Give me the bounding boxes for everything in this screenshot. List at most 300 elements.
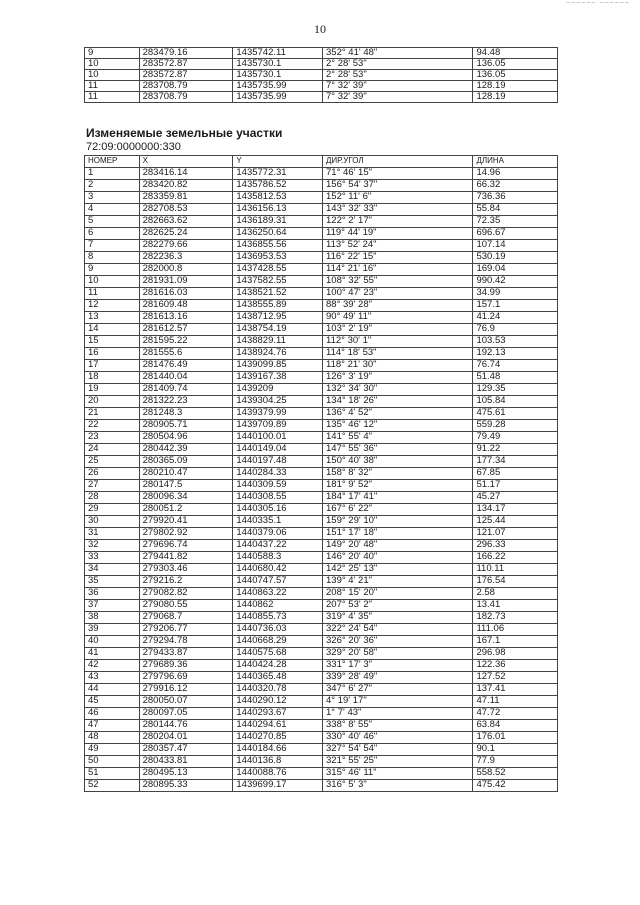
cell-y: 1440424.28	[233, 660, 323, 672]
cell-number: 29	[85, 504, 140, 516]
cell-x: 283708.79	[139, 81, 233, 92]
cell-length: 13.41	[473, 600, 558, 612]
cell-angle: 181° 9' 52"	[323, 480, 473, 492]
cell-x: 281440.04	[139, 372, 233, 384]
cell-x: 279696.74	[139, 540, 233, 552]
cell-y: 1440855.73	[233, 612, 323, 624]
cell-number: 12	[85, 300, 140, 312]
cell-number: 2	[85, 180, 140, 192]
cell-x: 279080.55	[139, 600, 233, 612]
cell-angle: 142° 25' 13"	[323, 564, 473, 576]
cell-y: 1440680.42	[233, 564, 323, 576]
cell-angle: 2° 28' 53"	[323, 70, 473, 81]
cell-number: 26	[85, 468, 140, 480]
table-header-row	[85, 156, 558, 168]
cell-angle: 135° 46' 12"	[323, 420, 473, 432]
cell-x: 281476.49	[139, 360, 233, 372]
table-row	[85, 504, 558, 516]
cell-y: 1437428.55	[233, 264, 323, 276]
cell-length: 696.67	[473, 228, 558, 240]
table-row	[85, 540, 558, 552]
cell-number: 11	[85, 288, 140, 300]
cell-number: 36	[85, 588, 140, 600]
cell-y: 1440575.68	[233, 648, 323, 660]
cell-y: 1440309.59	[233, 480, 323, 492]
table-row	[85, 492, 558, 504]
cell-length: 122.36	[473, 660, 558, 672]
cell-x: 280365.09	[139, 456, 233, 468]
table-row	[85, 264, 558, 276]
cell-length: 127.52	[473, 672, 558, 684]
cell-y: 1436250.64	[233, 228, 323, 240]
cell-x: 281931.09	[139, 276, 233, 288]
cell-x: 279689.36	[139, 660, 233, 672]
cell-x: 281595.22	[139, 336, 233, 348]
cell-x: 280144.76	[139, 720, 233, 732]
cell-x: 281612.57	[139, 324, 233, 336]
cell-x: 280895.33	[139, 780, 233, 792]
cell-number: 16	[85, 348, 140, 360]
cell-number: 42	[85, 660, 140, 672]
cell-angle: 103° 2' 19"	[323, 324, 473, 336]
cell-length: 77.9	[473, 756, 558, 768]
table-row	[85, 612, 558, 624]
cell-number: 28	[85, 492, 140, 504]
table-row	[85, 204, 558, 216]
cell-number: 30	[85, 516, 140, 528]
cell-angle: 143° 32' 33"	[323, 204, 473, 216]
cell-length: 63.84	[473, 720, 558, 732]
table-row	[85, 516, 558, 528]
cell-length: 103.53	[473, 336, 558, 348]
cell-angle: 2° 28' 53"	[323, 59, 473, 70]
table-row	[85, 684, 558, 696]
page-corner-mark: ~~~~~~ ~~~~~~	[566, 0, 630, 7]
cell-angle: 207° 53' 2"	[323, 600, 473, 612]
cell-angle: 322° 24' 54"	[323, 624, 473, 636]
cell-angle: 321° 55' 25"	[323, 756, 473, 768]
cell-angle: 132° 34' 30"	[323, 384, 473, 396]
table-row	[85, 636, 558, 648]
cell-angle: 114° 18' 53"	[323, 348, 473, 360]
cell-y: 1435786.52	[233, 180, 323, 192]
cell-angle: 315° 46' 11"	[323, 768, 473, 780]
cell-x: 283479.16	[139, 48, 233, 59]
table-row	[85, 564, 558, 576]
table-row	[85, 168, 558, 180]
table-row	[85, 624, 558, 636]
header-number: НОМЕР	[85, 156, 140, 168]
table-row	[85, 288, 558, 300]
table-row	[85, 552, 558, 564]
cell-number: 31	[85, 528, 140, 540]
table-row	[85, 456, 558, 468]
cell-y: 1438712.95	[233, 312, 323, 324]
cell-length: 76.74	[473, 360, 558, 372]
table-row	[85, 348, 558, 360]
cell-angle: 330° 40' 46"	[323, 732, 473, 744]
cell-angle: 1° 7' 43"	[323, 708, 473, 720]
cell-number: 23	[85, 432, 140, 444]
cell-x: 281322.23	[139, 396, 233, 408]
cell-number: 10	[85, 59, 140, 70]
cell-length: 47.72	[473, 708, 558, 720]
cell-number: 39	[85, 624, 140, 636]
table-row	[85, 372, 558, 384]
cell-y: 1440308.55	[233, 492, 323, 504]
cell-x: 280357.47	[139, 744, 233, 756]
cell-y: 1435812.53	[233, 192, 323, 204]
cell-number: 9	[85, 48, 140, 59]
cell-length: 45.27	[473, 492, 558, 504]
table-row	[85, 336, 558, 348]
cell-y: 1438829.11	[233, 336, 323, 348]
cell-number: 43	[85, 672, 140, 684]
cell-length: 475.42	[473, 780, 558, 792]
cell-length: 91.22	[473, 444, 558, 456]
cell-y: 1439304.25	[233, 396, 323, 408]
table-row	[85, 396, 558, 408]
cell-number: 34	[85, 564, 140, 576]
cell-angle: 184° 17' 41"	[323, 492, 473, 504]
cell-length: 736.36	[473, 192, 558, 204]
cell-angle: 339° 28' 49"	[323, 672, 473, 684]
table-row	[85, 660, 558, 672]
cell-x: 279433.87	[139, 648, 233, 660]
table-row	[85, 720, 558, 732]
cell-x: 283416.14	[139, 168, 233, 180]
cell-y: 1436156.13	[233, 204, 323, 216]
cell-angle: 141° 55' 4"	[323, 432, 473, 444]
cell-y: 1440588.3	[233, 552, 323, 564]
cell-length: 166.22	[473, 552, 558, 564]
cell-x: 279216.2	[139, 576, 233, 588]
table-row	[85, 708, 558, 720]
cell-number: 25	[85, 456, 140, 468]
cell-angle: 319° 4' 35"	[323, 612, 473, 624]
cell-x: 279303.46	[139, 564, 233, 576]
cell-x: 282000.8	[139, 264, 233, 276]
header-length: ДЛИНА	[473, 156, 558, 168]
cell-x: 279796.69	[139, 672, 233, 684]
cell-angle: 90° 49' 11"	[323, 312, 473, 324]
cell-angle: 88° 39' 28"	[323, 300, 473, 312]
cell-x: 281613.16	[139, 312, 233, 324]
cell-y: 1437582.55	[233, 276, 323, 288]
cell-angle: 136° 4' 52"	[323, 408, 473, 420]
cell-length: 176.01	[473, 732, 558, 744]
cell-number: 35	[85, 576, 140, 588]
cell-y: 1438754.19	[233, 324, 323, 336]
cell-x: 279082.82	[139, 588, 233, 600]
cell-x: 280433.81	[139, 756, 233, 768]
cell-number: 10	[85, 70, 140, 81]
cell-y: 1440335.1	[233, 516, 323, 528]
cell-number: 47	[85, 720, 140, 732]
cell-number: 1	[85, 168, 140, 180]
cell-x: 280147.5	[139, 480, 233, 492]
cell-length: 110.11	[473, 564, 558, 576]
table-row	[85, 588, 558, 600]
cell-length: 66.32	[473, 180, 558, 192]
cell-x: 282708.53	[139, 204, 233, 216]
cell-number: 11	[85, 92, 140, 103]
cell-y: 1435742.11	[233, 48, 323, 59]
table-row	[85, 48, 558, 59]
cell-length: 125.44	[473, 516, 558, 528]
cell-length: 128.19	[473, 81, 558, 92]
cell-x: 282236.3	[139, 252, 233, 264]
cell-angle: 158° 8' 32"	[323, 468, 473, 480]
cell-length: 67.85	[473, 468, 558, 480]
table-row	[85, 468, 558, 480]
cell-y: 1439099.85	[233, 360, 323, 372]
cell-length: 559.28	[473, 420, 558, 432]
cell-number: 38	[85, 612, 140, 624]
cell-x: 283572.87	[139, 70, 233, 81]
cell-y: 1436855.56	[233, 240, 323, 252]
cell-angle: 326° 20' 36"	[323, 636, 473, 648]
cell-length: 90.1	[473, 744, 558, 756]
header-x: X	[139, 156, 233, 168]
cell-y: 1436189.31	[233, 216, 323, 228]
table-row	[85, 70, 558, 81]
table-row	[85, 240, 558, 252]
table-row	[85, 528, 558, 540]
cell-number: 4	[85, 204, 140, 216]
cell-y: 1439709.89	[233, 420, 323, 432]
cell-y: 1440184.66	[233, 744, 323, 756]
cell-y: 1439379.99	[233, 408, 323, 420]
cell-angle: 118° 21' 30"	[323, 360, 473, 372]
cell-y: 1440305.16	[233, 504, 323, 516]
table-row	[85, 81, 558, 92]
cell-angle: 134° 18' 26"	[323, 396, 473, 408]
cell-x: 279294.78	[139, 636, 233, 648]
cell-y: 1438521.52	[233, 288, 323, 300]
header-angle: ДИР.УГОЛ	[323, 156, 473, 168]
cell-number: 21	[85, 408, 140, 420]
cell-y: 1440736.03	[233, 624, 323, 636]
cell-length: 14.96	[473, 168, 558, 180]
cell-angle: 331° 17' 3"	[323, 660, 473, 672]
cell-y: 1440197.48	[233, 456, 323, 468]
cell-number: 52	[85, 780, 140, 792]
cell-length: 296.33	[473, 540, 558, 552]
cell-length: 136.05	[473, 70, 558, 81]
cell-number: 40	[85, 636, 140, 648]
cell-x: 279920.41	[139, 516, 233, 528]
cell-y: 1440100.01	[233, 432, 323, 444]
cell-length: 47.11	[473, 696, 558, 708]
cell-y: 1440136.8	[233, 756, 323, 768]
cell-number: 41	[85, 648, 140, 660]
cell-angle: 122° 2' 17"	[323, 216, 473, 228]
cell-y: 1440747.57	[233, 576, 323, 588]
cell-angle: 139° 4' 21"	[323, 576, 473, 588]
cell-length: 136.05	[473, 59, 558, 70]
cell-angle: 100° 47' 23"	[323, 288, 473, 300]
cell-y: 1440379.06	[233, 528, 323, 540]
cell-length: 182.73	[473, 612, 558, 624]
table-row	[85, 600, 558, 612]
cell-x: 279068.7	[139, 612, 233, 624]
cell-number: 10	[85, 276, 140, 288]
cell-length: 167.1	[473, 636, 558, 648]
cell-length: 475.61	[473, 408, 558, 420]
table-row	[85, 252, 558, 264]
table-row	[85, 408, 558, 420]
cell-y: 1440862	[233, 600, 323, 612]
cell-number: 24	[85, 444, 140, 456]
cell-x: 279802.92	[139, 528, 233, 540]
cell-x: 280442.39	[139, 444, 233, 456]
cell-y: 1435772.31	[233, 168, 323, 180]
cell-x: 281409.74	[139, 384, 233, 396]
cell-length: 51.17	[473, 480, 558, 492]
cell-number: 50	[85, 756, 140, 768]
cell-x: 279206.77	[139, 624, 233, 636]
table-row	[85, 768, 558, 780]
cell-y: 1435730.1	[233, 59, 323, 70]
cell-x: 281248.3	[139, 408, 233, 420]
cell-angle: 116° 22' 15"	[323, 252, 473, 264]
table-row	[85, 324, 558, 336]
cell-number: 45	[85, 696, 140, 708]
cell-y: 1435730.1	[233, 70, 323, 81]
cell-y: 1440668.29	[233, 636, 323, 648]
cell-x: 283708.79	[139, 92, 233, 103]
table-row	[85, 180, 558, 192]
cadastral-number: 72:09:0000000:330	[86, 141, 181, 153]
cell-x: 281616.03	[139, 288, 233, 300]
table-row	[85, 92, 558, 103]
cell-number: 3	[85, 192, 140, 204]
cell-number: 48	[85, 732, 140, 744]
table-row	[85, 696, 558, 708]
table-row	[85, 216, 558, 228]
table-row	[85, 384, 558, 396]
cell-length: 157.1	[473, 300, 558, 312]
cell-number: 8	[85, 252, 140, 264]
cell-x: 282663.62	[139, 216, 233, 228]
cell-angle: 352° 41' 48"	[323, 48, 473, 59]
cell-angle: 347° 6' 27"	[323, 684, 473, 696]
cell-number: 13	[85, 312, 140, 324]
cell-angle: 149° 20' 48"	[323, 540, 473, 552]
cell-angle: 152° 11' 6"	[323, 192, 473, 204]
cell-x: 280096.34	[139, 492, 233, 504]
cell-angle: 7° 32' 39"	[323, 92, 473, 103]
cell-number: 18	[85, 372, 140, 384]
table-row	[85, 576, 558, 588]
cell-y: 1440149.04	[233, 444, 323, 456]
cell-length: 94.48	[473, 48, 558, 59]
cell-y: 1440320.78	[233, 684, 323, 696]
cell-length: 34.99	[473, 288, 558, 300]
cell-number: 15	[85, 336, 140, 348]
table-row	[85, 732, 558, 744]
cell-y: 1435735.99	[233, 81, 323, 92]
cell-x: 283359.81	[139, 192, 233, 204]
cell-angle: 208° 15' 20"	[323, 588, 473, 600]
cell-x: 281609.48	[139, 300, 233, 312]
cell-length: 176.54	[473, 576, 558, 588]
cell-length: 79.49	[473, 432, 558, 444]
cell-number: 17	[85, 360, 140, 372]
cell-angle: 150° 40' 38"	[323, 456, 473, 468]
section-title: Изменяемые земельные участки	[86, 126, 283, 140]
cell-y: 1440290.12	[233, 696, 323, 708]
cell-angle: 159° 29' 10"	[323, 516, 473, 528]
cell-number: 5	[85, 216, 140, 228]
cell-length: 192.13	[473, 348, 558, 360]
table-row	[85, 192, 558, 204]
cell-number: 14	[85, 324, 140, 336]
cell-length: 530.19	[473, 252, 558, 264]
cell-y: 1438924.76	[233, 348, 323, 360]
cell-y: 1438555.89	[233, 300, 323, 312]
cell-angle: 156° 54' 37"	[323, 180, 473, 192]
table-row	[85, 480, 558, 492]
cell-length: 55.84	[473, 204, 558, 216]
cell-y: 1439167.38	[233, 372, 323, 384]
cell-x: 280495.13	[139, 768, 233, 780]
table-row	[85, 300, 558, 312]
table-row	[85, 360, 558, 372]
cell-x: 280504.96	[139, 432, 233, 444]
cell-angle: 151° 17' 18"	[323, 528, 473, 540]
cell-number: 27	[85, 480, 140, 492]
cell-angle: 112° 30' 1"	[323, 336, 473, 348]
cell-y: 1439699.17	[233, 780, 323, 792]
cell-length: 558.52	[473, 768, 558, 780]
cell-angle: 126° 3' 19"	[323, 372, 473, 384]
table-row	[85, 744, 558, 756]
table-row	[85, 756, 558, 768]
cell-angle: 71° 46' 15"	[323, 168, 473, 180]
cell-number: 46	[85, 708, 140, 720]
cell-x: 282625.24	[139, 228, 233, 240]
cell-x: 280905.71	[139, 420, 233, 432]
cell-length: 51.48	[473, 372, 558, 384]
cell-length: 177.34	[473, 456, 558, 468]
header-y: Y	[233, 156, 323, 168]
cell-length: 169.04	[473, 264, 558, 276]
cell-y: 1440294.61	[233, 720, 323, 732]
cell-number: 11	[85, 81, 140, 92]
cell-y: 1440088.76	[233, 768, 323, 780]
cell-y: 1436953.53	[233, 252, 323, 264]
table-row	[85, 432, 558, 444]
cell-length: 105.84	[473, 396, 558, 408]
cell-number: 20	[85, 396, 140, 408]
table-row	[85, 312, 558, 324]
cell-x: 279441.82	[139, 552, 233, 564]
cell-y: 1440270.85	[233, 732, 323, 744]
table-row	[85, 276, 558, 288]
cell-y: 1439209	[233, 384, 323, 396]
cell-length: 296.98	[473, 648, 558, 660]
cell-x: 283572.87	[139, 59, 233, 70]
cell-angle: 146° 20' 40"	[323, 552, 473, 564]
cell-length: 121.07	[473, 528, 558, 540]
cell-x: 280097.05	[139, 708, 233, 720]
cell-angle: 329° 20' 58"	[323, 648, 473, 660]
cell-angle: 4° 19' 17"	[323, 696, 473, 708]
table-row	[85, 648, 558, 660]
cell-length: 134.17	[473, 504, 558, 516]
